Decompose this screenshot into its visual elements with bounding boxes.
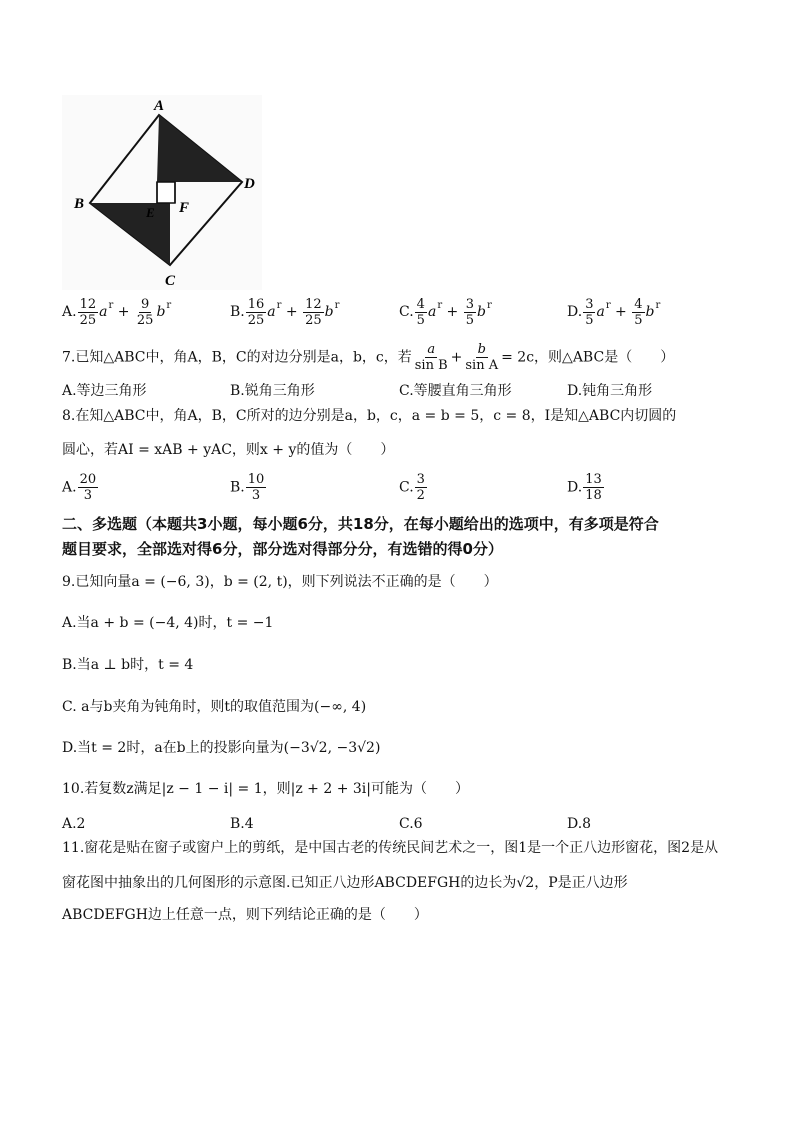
q10-option-b[interactable]: B.4 [230,816,254,832]
label-a: A [154,98,165,114]
q7-option-d[interactable]: D.钝角三角形 [567,383,653,399]
q8-option-a[interactable]: A. $\frac{20}{3}$ [62,472,97,503]
label-f: F [179,200,190,216]
label-e: E [146,205,155,220]
q7-option-b[interactable]: B.锐角三角形 [230,383,315,399]
label-b: B [74,196,85,212]
section2-heading-line1: 二、多选题（本题共3小题，每小题6分，共18分，在每小题给出的选项中，有多项是符合 [62,515,659,533]
q8-stem-line1: 8.在知△ABC中，角A，B，C所对的边分别是a，b，c，a = b = 5，c = 8，I是知△ABC内切圆的 [62,408,677,424]
q6-option-d[interactable]: D. $\frac{3}{5}$ $a^r$ + $\frac{4}{5}$ $b^r$ [567,296,661,328]
q9-stem: 9.已知向量a = (−6, 3)，b = (2, t)，则下列说法不正确的是（ ） [62,574,498,590]
q7-option-c[interactable]: C.等腰直角三角形 [399,383,512,399]
q7-stem: 7.已知△ABC中，角A，B，C的对边分别是a，b，c，若 $\frac{a}{\text{sin B}}$ + $\frac{b}{\text{sin A}}$ = 2c，则△ABC是（ ） [62,342,675,373]
q10-option-a[interactable]: A.2 [62,816,86,832]
q9-option-a[interactable]: A.当a + b = (−4, 4)时，t = −1 [62,615,274,631]
q9-option-d[interactable]: D.当t = 2时，a在b上的投影向量为(−3√2, −3√2) [62,740,381,756]
label-c: C [165,273,176,289]
q6-option-a[interactable]: A. $\frac{12}{25}$ $a^r$ + $\frac{9}{25}$ $b^r$ [62,296,172,328]
section2-heading-line2: 题目要求，全部选对得6分，部分选对得部分分，有选错的得0分） [62,540,503,558]
q11-stem-line1: 11.窗花是贴在窗子或窗户上的剪纸，是中国古老的传统民间艺术之一，图1是一个正八边形窗花，图2是从 [62,840,719,856]
q8-option-d[interactable]: D. $\frac{13}{18}$ [567,472,602,503]
q10-option-d[interactable]: D.8 [567,816,592,832]
q6-option-b[interactable]: B. $\frac{16}{25}$ $a^r$ + $\frac{12}{25}$ $b^r$ [230,296,340,328]
q9-option-c[interactable]: C. a与b夹角为钝角时，则t的取值范围为(−∞, 4) [62,699,367,715]
q11-stem-line2: 窗花图中抽象出的几何图形的示意图.已知正八边形ABCDEFGH的边长为√2，P是正八边形 [62,875,628,891]
q8-stem-line2: 圆心，若AI = xAB + yAC，则x + y的值为（ ） [62,442,395,458]
inner-square [157,182,175,203]
q11-stem-line3: ABCDEFGH边上任意一点，则下列结论正确的是（ ） [62,907,428,923]
q7-option-a[interactable]: A.等边三角形 [62,383,147,399]
q10-option-c[interactable]: C.6 [399,816,423,832]
label-d: D [244,176,255,192]
q8-option-b[interactable]: B. $\frac{10}{3}$ [230,472,265,503]
q6-option-c[interactable]: C. $\frac{4}{5}$ $a^r$ + $\frac{3}{5}$ $b^r$ [399,296,492,328]
q8-option-c[interactable]: C. $\frac{3}{2}$ [399,472,425,503]
q9-option-b[interactable]: B.当a ⊥ b时，t = 4 [62,657,194,673]
geometry-figure [62,95,262,290]
q10-stem: 10.若复数z满足|z − 1 − i| = 1，则|z + 2 + 3i|可能为（ ） [62,781,469,797]
